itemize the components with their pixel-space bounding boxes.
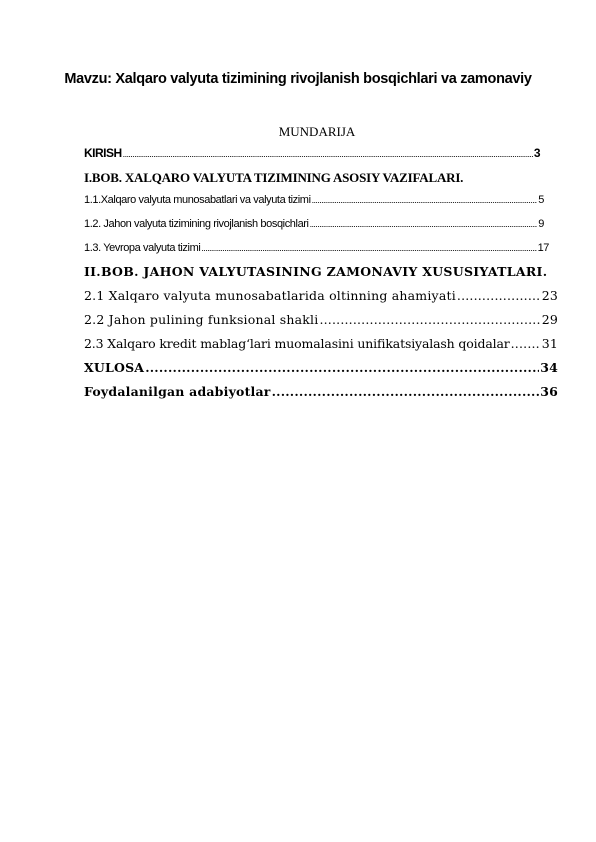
toc-entry-page: 36 <box>540 384 558 399</box>
toc-entry-1-3[interactable] <box>84 242 549 254</box>
toc-leader-dots <box>312 195 538 205</box>
toc-entry-xulosa[interactable] <box>84 360 558 375</box>
toc-leader-dots <box>511 336 541 351</box>
toc-entry-2-3[interactable] <box>84 336 558 351</box>
toc-entry-kirish[interactable] <box>84 146 540 160</box>
toc-entry-page: 23 <box>541 288 558 303</box>
toc-entry-1-2[interactable] <box>84 218 544 230</box>
toc-entry-page: 29 <box>541 312 558 327</box>
toc-entry-references[interactable] <box>84 384 558 399</box>
toc-entry-title: 1.1.Xalqaro valyuta munosabatlari va valyuta tizimi <box>84 194 311 206</box>
toc-entry-page: 17 <box>537 242 549 254</box>
toc-entry-page: 31 <box>541 336 558 351</box>
toc-leader-dots <box>201 243 536 253</box>
toc-leader-dots <box>145 360 539 375</box>
toc-leader-dots <box>272 384 540 399</box>
toc-entry-title: 1.2. Jahon valyuta tizimining rivojlanish bosqichlari <box>84 218 309 230</box>
toc-leader-dots <box>123 149 533 159</box>
toc-entry-1-1[interactable] <box>84 194 544 206</box>
toc-entry-page: 5 <box>538 194 544 206</box>
toc-entry-page: 34 <box>540 360 558 375</box>
toc-entry-title: 2.2 Jahon pulining funksional shakli <box>84 312 319 327</box>
toc-entry-title: 1.3. Yevropa valyuta tizimi <box>84 242 201 254</box>
toc-entry-title: XULOSA <box>84 360 145 375</box>
toc-chapter-title: I.BOB. XALQARO VALYUTA TIZIMINING ASOSIY VAZIFALARI. <box>84 170 464 185</box>
topic-title: Mavzu: Xalqaro valyuta tizimining rivojlanish bosqichlari va zamonaviy <box>64 71 532 87</box>
toc-entry-page: 3 <box>533 146 540 160</box>
toc-entry-page: 9 <box>538 218 544 230</box>
toc-entry-title: 2.3 Xalqaro kredit mablag‘lari muomalasini unifikatsiyalash qoidalar <box>84 336 510 351</box>
toc-entry-title: Foydalanilgan adabiyotlar <box>84 384 271 399</box>
toc-heading: MUNDARIJA <box>278 124 356 139</box>
toc-entry-title: 2.1 Xalqaro valyuta munosabatlarida oltinning ahamiyati <box>84 288 456 303</box>
toc-entry-2-1[interactable] <box>84 288 558 303</box>
toc-leader-dots <box>319 312 540 327</box>
toc-leader-dots <box>457 288 541 303</box>
toc-chapter-2[interactable] <box>84 264 560 279</box>
toc-leader-dots <box>310 219 538 229</box>
toc-chapter-1[interactable] <box>84 170 560 186</box>
toc-chapter-title: II.BOB. JAHON VALYUTASINING ZAMONAVIY XUSUSIYATLARI. <box>84 264 548 279</box>
toc-entry-2-2[interactable] <box>84 312 558 327</box>
toc-entry-title: KIRISH <box>84 146 122 160</box>
